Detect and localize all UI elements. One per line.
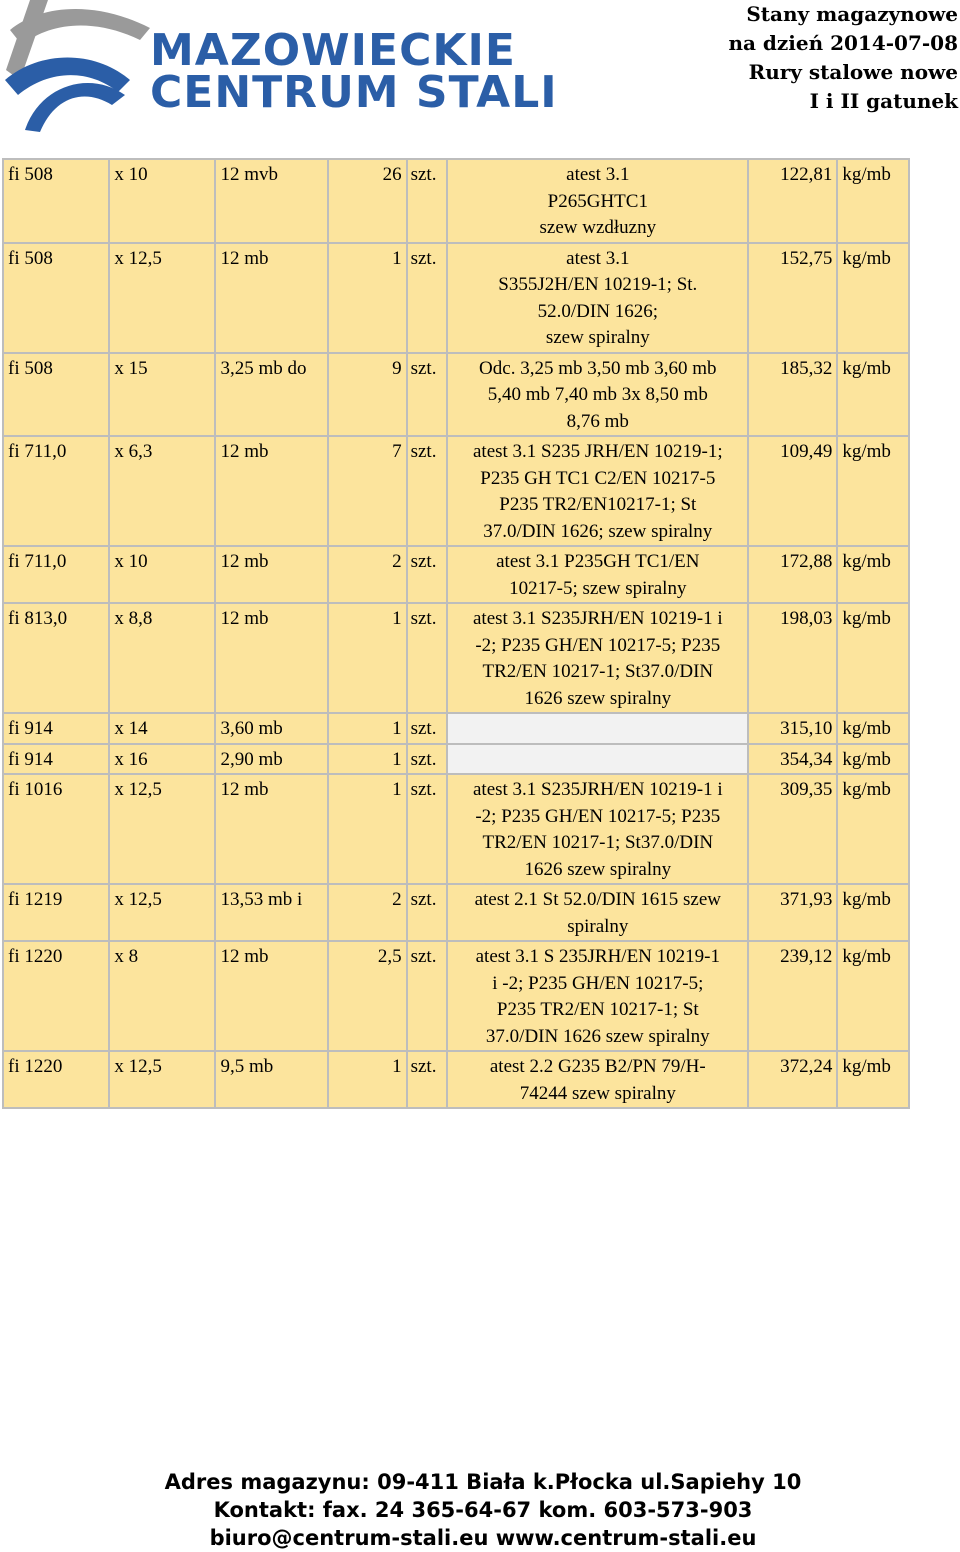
weight-unit-cell: kg/mb bbox=[837, 744, 909, 775]
pipe-diameter-cell: fi 914 bbox=[3, 713, 109, 744]
certificate-description-cell: atest 3.1 S235JRH/EN 10219-1 i -2; P235 GH/EN 10217-5; P235 TR2/EN 10217-1; St37.0/DIN 1626 szew spiralny bbox=[447, 774, 748, 884]
wall-thickness-cell: x 6,3 bbox=[109, 436, 215, 546]
weight-cell: 309,35 bbox=[748, 774, 837, 884]
quantity-unit-cell: szt. bbox=[407, 436, 448, 546]
length-cell: 3,60 mb bbox=[215, 713, 328, 744]
pipe-diameter-cell: fi 711,0 bbox=[3, 436, 109, 546]
table-row bbox=[3, 353, 909, 437]
weight-unit-cell: kg/mb bbox=[837, 774, 909, 884]
weight-unit-cell: kg/mb bbox=[837, 713, 909, 744]
quantity-unit-cell: szt. bbox=[407, 774, 448, 884]
quantity-unit-cell: szt. bbox=[407, 884, 448, 941]
weight-cell: 152,75 bbox=[748, 243, 837, 353]
wall-thickness-cell: x 12,5 bbox=[109, 884, 215, 941]
wall-thickness-cell: x 12,5 bbox=[109, 774, 215, 884]
company-logo bbox=[0, 0, 580, 135]
quantity-unit-cell: szt. bbox=[407, 159, 448, 243]
header-date: na dzień 2014-07-08 bbox=[728, 31, 958, 55]
footer-email-web: biuro@centrum-stali.eu www.centrum-stali.eu bbox=[209, 1526, 757, 1550]
table-row bbox=[3, 774, 909, 884]
length-cell: 12 mb bbox=[215, 546, 328, 603]
weight-cell: 198,03 bbox=[748, 603, 837, 713]
certificate-description-cell: atest 3.1 P265GHTC1 szew wzdłuzny bbox=[447, 159, 748, 243]
weight-cell: 372,24 bbox=[748, 1051, 837, 1108]
quantity-cell: 1 bbox=[328, 744, 407, 775]
length-cell: 12 mb bbox=[215, 243, 328, 353]
quantity-cell: 1 bbox=[328, 1051, 407, 1108]
length-cell: 2,90 mb bbox=[215, 744, 328, 775]
weight-unit-cell: kg/mb bbox=[837, 603, 909, 713]
certificate-description-cell bbox=[447, 744, 748, 775]
quantity-unit-cell: szt. bbox=[407, 546, 448, 603]
length-cell: 12 mb bbox=[215, 774, 328, 884]
quantity-cell: 1 bbox=[328, 603, 407, 713]
weight-unit-cell: kg/mb bbox=[837, 884, 909, 941]
document-header bbox=[728, 0, 958, 116]
wall-thickness-cell: x 10 bbox=[109, 546, 215, 603]
weight-unit-cell: kg/mb bbox=[837, 353, 909, 437]
weight-unit-cell: kg/mb bbox=[837, 1051, 909, 1108]
quantity-cell: 7 bbox=[328, 436, 407, 546]
certificate-description-cell: atest 2.1 St 52.0/DIN 1615 szew spiralny bbox=[447, 884, 748, 941]
quantity-unit-cell: szt. bbox=[407, 941, 448, 1051]
weight-cell: 354,34 bbox=[748, 744, 837, 775]
weight-unit-cell: kg/mb bbox=[837, 159, 909, 243]
weight-cell: 185,32 bbox=[748, 353, 837, 437]
table-row bbox=[3, 941, 909, 1051]
quantity-unit-cell: szt. bbox=[407, 1051, 448, 1108]
footer-contact bbox=[0, 1468, 960, 1552]
quantity-cell: 2 bbox=[328, 884, 407, 941]
pipe-diameter-cell: fi 1220 bbox=[3, 1051, 109, 1108]
certificate-description-cell: atest 3.1 S355J2H/EN 10219-1; St. 52.0/DIN 1626; szew spiralny bbox=[447, 243, 748, 353]
pipe-diameter-cell: fi 1219 bbox=[3, 884, 109, 941]
table-row bbox=[3, 713, 909, 744]
weight-unit-cell: kg/mb bbox=[837, 941, 909, 1051]
quantity-cell: 9 bbox=[328, 353, 407, 437]
wall-thickness-cell: x 14 bbox=[109, 713, 215, 744]
table-row bbox=[3, 436, 909, 546]
logo-swoosh-icon bbox=[0, 0, 160, 135]
certificate-description-cell: atest 3.1 S 235JRH/EN 10219-1 i -2; P235 GH/EN 10217-5; P235 TR2/EN 10217-1; St 37.0/DIN 1626 szew spiralny bbox=[447, 941, 748, 1051]
footer-address: Adres magazynu: 09-411 Biała k.Płocka ul.Sapiehy 10 bbox=[164, 1470, 802, 1494]
weight-cell: 172,88 bbox=[748, 546, 837, 603]
weight-cell: 315,10 bbox=[748, 713, 837, 744]
weight-cell: 109,49 bbox=[748, 436, 837, 546]
length-cell: 9,5 mb bbox=[215, 1051, 328, 1108]
quantity-unit-cell: szt. bbox=[407, 713, 448, 744]
certificate-description-cell: atest 3.1 S235 JRH/EN 10219-1; P235 GH TC1 C2/EN 10217-5 P235 TR2/EN10217-1; St 37.0/DIN 1626; szew spiralny bbox=[447, 436, 748, 546]
wall-thickness-cell: x 16 bbox=[109, 744, 215, 775]
weight-unit-cell: kg/mb bbox=[837, 436, 909, 546]
pipe-diameter-cell: fi 508 bbox=[3, 353, 109, 437]
header-category: Rury stalowe nowe bbox=[748, 60, 958, 84]
pipe-diameter-cell: fi 711,0 bbox=[3, 546, 109, 603]
quantity-cell: 1 bbox=[328, 713, 407, 744]
table-row bbox=[3, 159, 909, 243]
header-grade: I i II gatunek bbox=[809, 89, 958, 113]
length-cell: 13,53 mb i bbox=[215, 884, 328, 941]
weight-cell: 371,93 bbox=[748, 884, 837, 941]
table-row bbox=[3, 1051, 909, 1108]
wall-thickness-cell: x 12,5 bbox=[109, 1051, 215, 1108]
wall-thickness-cell: x 8 bbox=[109, 941, 215, 1051]
length-cell: 12 mvb bbox=[215, 159, 328, 243]
certificate-description-cell: atest 3.1 S235JRH/EN 10219-1 i -2; P235 GH/EN 10217-5; P235 TR2/EN 10217-1; St37.0/DIN 1626 szew spiralny bbox=[447, 603, 748, 713]
certificate-description-cell: atest 3.1 P235GH TC1/EN 10217-5; szew spiralny bbox=[447, 546, 748, 603]
quantity-unit-cell: szt. bbox=[407, 744, 448, 775]
wall-thickness-cell: x 12,5 bbox=[109, 243, 215, 353]
table-row bbox=[3, 603, 909, 713]
table-row bbox=[3, 546, 909, 603]
pipe-diameter-cell: fi 508 bbox=[3, 159, 109, 243]
pipe-diameter-cell: fi 813,0 bbox=[3, 603, 109, 713]
wall-thickness-cell: x 15 bbox=[109, 353, 215, 437]
table-row bbox=[3, 884, 909, 941]
stock-table bbox=[2, 158, 910, 1109]
weight-unit-cell: kg/mb bbox=[837, 546, 909, 603]
pipe-diameter-cell: fi 914 bbox=[3, 744, 109, 775]
weight-cell: 239,12 bbox=[748, 941, 837, 1051]
logo-text-line2: CENTRUM STALI bbox=[150, 67, 558, 118]
quantity-cell: 1 bbox=[328, 774, 407, 884]
certificate-description-cell: atest 2.2 G235 B2/PN 79/H- 74244 szew spiralny bbox=[447, 1051, 748, 1108]
length-cell: 12 mb bbox=[215, 941, 328, 1051]
weight-unit-cell: kg/mb bbox=[837, 243, 909, 353]
header-title: Stany magazynowe bbox=[746, 2, 958, 26]
quantity-unit-cell: szt. bbox=[407, 353, 448, 437]
certificate-description-cell: Odc. 3,25 mb 3,50 mb 3,60 mb 5,40 mb 7,40 mb 3x 8,50 mb 8,76 mb bbox=[447, 353, 748, 437]
length-cell: 12 mb bbox=[215, 603, 328, 713]
pipe-diameter-cell: fi 1220 bbox=[3, 941, 109, 1051]
quantity-cell: 2,5 bbox=[328, 941, 407, 1051]
quantity-cell: 26 bbox=[328, 159, 407, 243]
wall-thickness-cell: x 8,8 bbox=[109, 603, 215, 713]
table-row bbox=[3, 243, 909, 353]
logo-text-line1: MAZOWIECKIE bbox=[150, 25, 516, 76]
wall-thickness-cell: x 10 bbox=[109, 159, 215, 243]
length-cell: 12 mb bbox=[215, 436, 328, 546]
certificate-description-cell bbox=[447, 713, 748, 744]
footer-phone: Kontakt: fax. 24 365-64-67 kom. 603-573-903 bbox=[213, 1498, 753, 1522]
pipe-diameter-cell: fi 508 bbox=[3, 243, 109, 353]
pipe-diameter-cell: fi 1016 bbox=[3, 774, 109, 884]
quantity-cell: 1 bbox=[328, 243, 407, 353]
quantity-unit-cell: szt. bbox=[407, 243, 448, 353]
quantity-cell: 2 bbox=[328, 546, 407, 603]
table-row bbox=[3, 744, 909, 775]
weight-cell: 122,81 bbox=[748, 159, 837, 243]
length-cell: 3,25 mb do bbox=[215, 353, 328, 437]
quantity-unit-cell: szt. bbox=[407, 603, 448, 713]
